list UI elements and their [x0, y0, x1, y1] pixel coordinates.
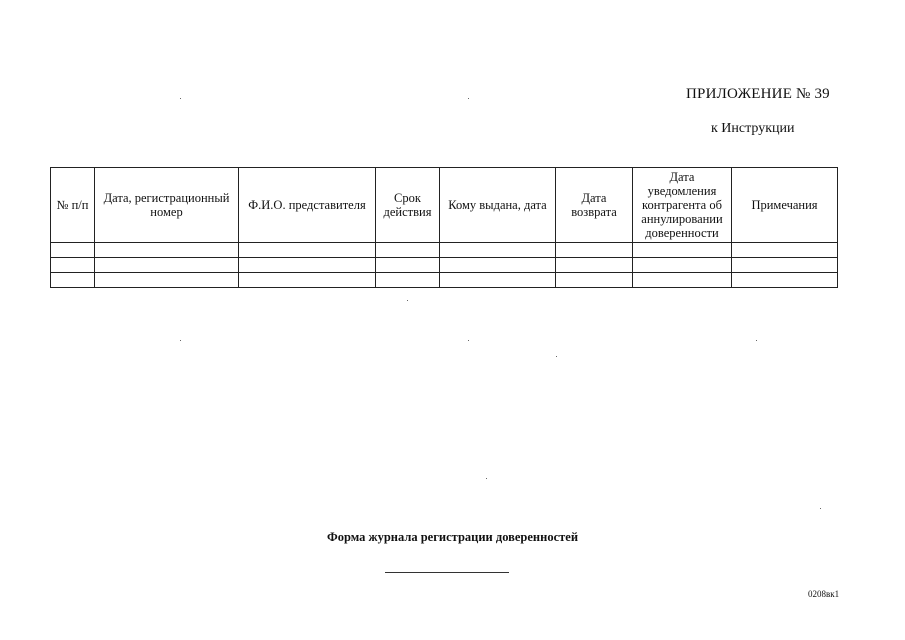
column-header-date-reg-number: Дата, регистрационный номер [95, 168, 239, 243]
table-cell [440, 243, 556, 258]
table-cell [95, 273, 239, 288]
scan-speck [486, 478, 487, 479]
scan-speck [468, 340, 469, 341]
table-cell [633, 273, 732, 288]
table-row [51, 273, 838, 288]
table-cell [95, 258, 239, 273]
scan-speck [820, 508, 821, 509]
table-row [51, 243, 838, 258]
table-cell [239, 258, 376, 273]
table-cell [440, 273, 556, 288]
scan-speck [407, 300, 408, 301]
table-cell [556, 243, 633, 258]
scan-speck [180, 340, 181, 341]
table-cell [239, 243, 376, 258]
appendix-title: ПРИЛОЖЕНИЕ № 39 [686, 86, 830, 102]
table-cell [556, 273, 633, 288]
table-cell [376, 258, 440, 273]
table-cell [239, 273, 376, 288]
column-header-validity-period: Срок действия [376, 168, 440, 243]
scan-speck [180, 98, 181, 99]
scan-speck [556, 356, 557, 357]
table-cell [51, 273, 95, 288]
table-cell [376, 273, 440, 288]
table-cell [633, 243, 732, 258]
table-cell [732, 258, 838, 273]
table-cell [633, 258, 732, 273]
appendix-subtitle: к Инструкции [711, 121, 795, 136]
table-cell [732, 243, 838, 258]
column-header-return-date: Дата возврата [556, 168, 633, 243]
column-header-notes: Примечания [732, 168, 838, 243]
table-row [51, 258, 838, 273]
column-header-notification-date: Дата уведомления контрагента об аннулировании доверенности [633, 168, 732, 243]
scan-speck [468, 98, 469, 99]
table-cell [732, 273, 838, 288]
table-cell [556, 258, 633, 273]
column-header-number: № п/п [51, 168, 95, 243]
table-cell [440, 258, 556, 273]
table-cell [95, 243, 239, 258]
signature-line [385, 572, 509, 573]
table-cell [376, 243, 440, 258]
registration-journal-table [50, 167, 838, 288]
table-cell [51, 258, 95, 273]
document-code: 0208вк1 [808, 589, 840, 599]
column-header-issued-to-date: Кому выдана, дата [440, 168, 556, 243]
form-caption: Форма журнала регистрации доверенностей [326, 530, 579, 544]
column-header-representative-name: Ф.И.О. представителя [239, 168, 376, 243]
scan-speck [756, 340, 757, 341]
table-cell [51, 243, 95, 258]
table-header-row [51, 168, 838, 243]
